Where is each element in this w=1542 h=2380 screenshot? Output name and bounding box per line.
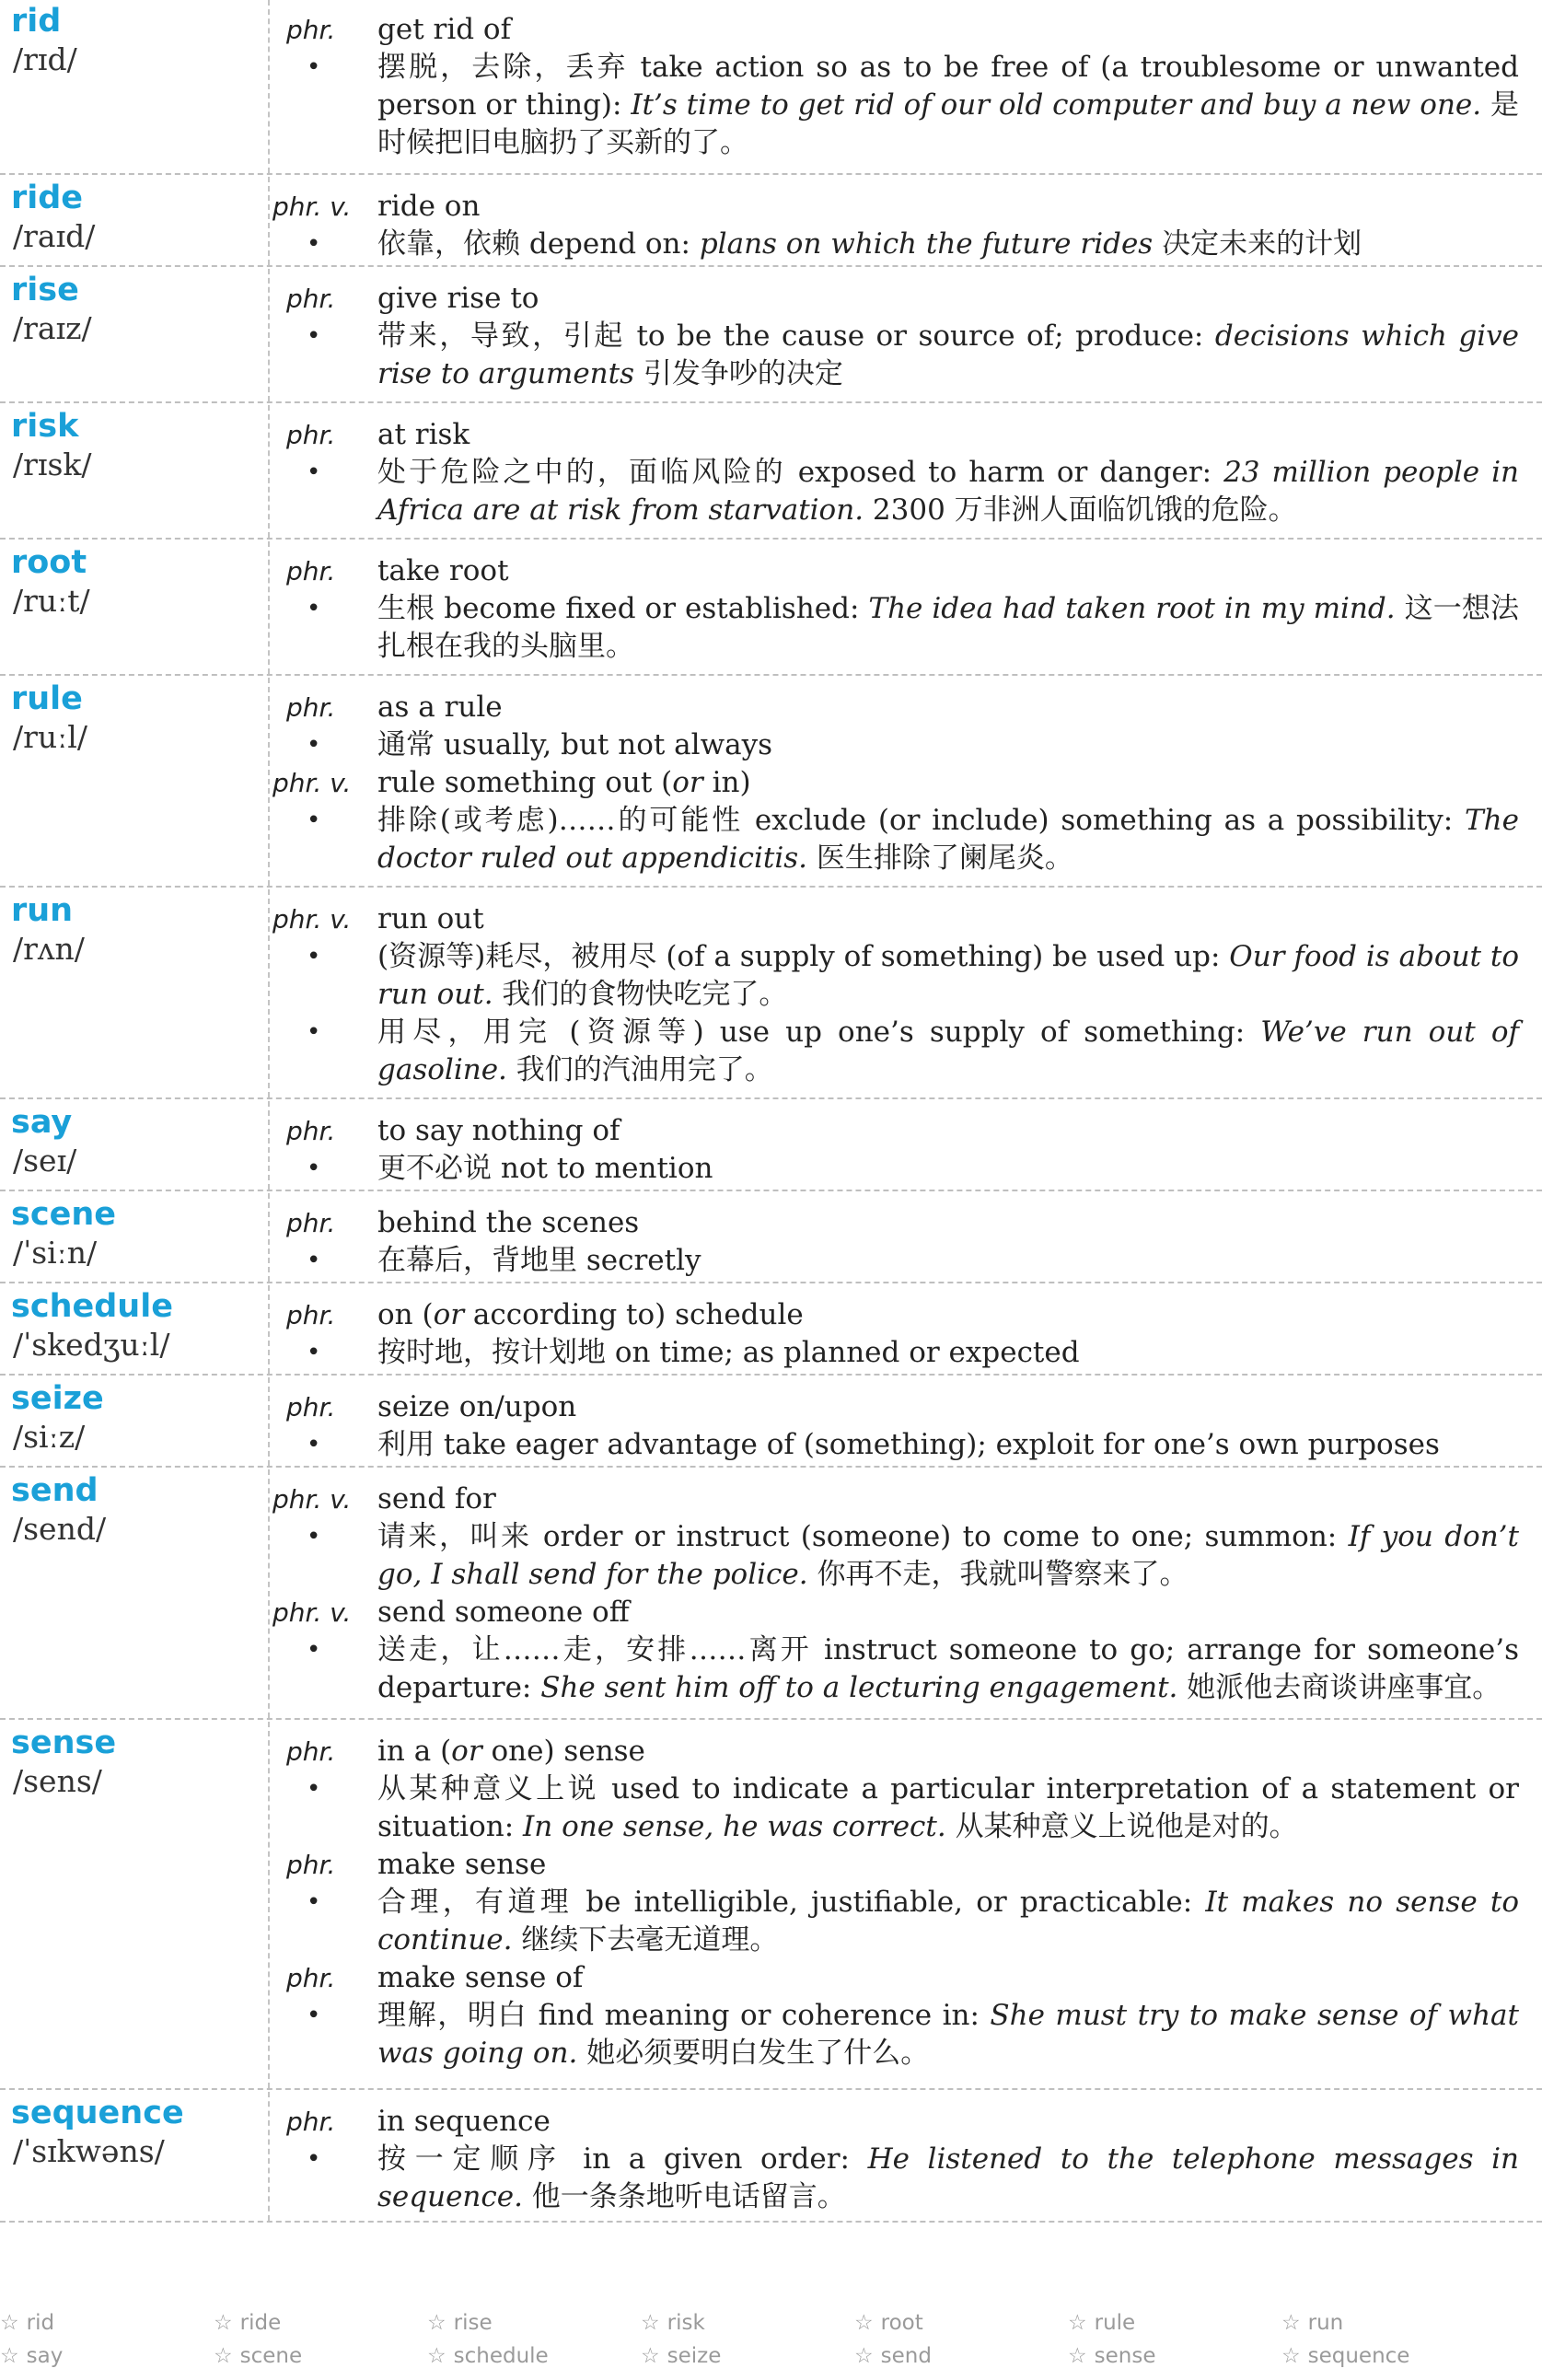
part-of-speech: phr. v. [272,1484,352,1515]
definition-body [270,1722,1542,2082]
pronunciation: /ˈsɪkwəns/ [13,2133,165,2169]
definition-body [270,0,1542,171]
footer-link-scene[interactable] [214,2344,302,2368]
phrase-line [270,689,1519,726]
part-of-speech: phr. [286,2107,336,2137]
part-of-speech: phr. [286,1116,336,1146]
pronunciation: /siːz/ [13,1419,86,1455]
bullet-icon: • [307,1155,321,1182]
footer-link-rid[interactable] [0,2311,54,2335]
headword-column [0,1101,270,1190]
part-of-speech: phr. [286,556,336,586]
sense-line [270,802,1519,877]
definition-text: 理解，明白 find meaning or coherence in: She must try to make sense of what was going on. 她必须要明白发生了什么。 [377,1999,1519,2070]
footer-link-label: rule [1094,2311,1136,2335]
footer-link-label: rise [453,2311,493,2335]
phrase-text: make sense [377,1848,547,1881]
star-icon: ☆ [1068,2311,1087,2335]
definition-body [270,889,1542,1098]
headword: ride [11,180,84,216]
part-of-speech: phr. [286,1208,336,1238]
headword: run [11,892,74,929]
phrase-text: ride on [377,190,481,223]
bullet-icon: • [307,1247,321,1274]
footer-link-label: scene [239,2344,303,2368]
pronunciation: /rɪsk/ [13,447,92,482]
headword-column [0,177,270,265]
pronunciation: /sens/ [13,1763,102,1799]
sense-line [270,1518,1519,1594]
pronunciation: /ruːt/ [13,583,90,619]
entry-say [0,1101,1542,1191]
phrase-line [270,1733,1519,1770]
part-of-speech: phr. [286,1392,336,1422]
entry-ride [0,177,1542,267]
footer-link-label: sense [1094,2344,1156,2368]
sense-line [270,1884,1519,1959]
phrase-text: rule something out (or in) [377,766,751,799]
part-of-speech: phr. [286,692,336,723]
star-icon: ☆ [427,2311,446,2335]
footer-link-label: sequence [1307,2344,1410,2368]
definition-text: 通常 usually, but not always [377,728,773,761]
headword: sense [11,1724,117,1761]
headword-column [0,0,270,173]
definition-body [270,1101,1542,1197]
definition-text: 生根 become fixed or established: The idea had taken root in my mind. 这一想法扎根在我的头脑里。 [377,592,1519,663]
definition-body [270,177,1542,273]
definition-text: 处于危险之中的，面临风险的 exposed to harm or danger: 23 million people in Africa are at risk from starvation. 2300 万非洲人面临饥饿的危险。 [377,456,1520,527]
entry-sequence [0,2092,1542,2223]
phrase-line [270,1112,1519,1150]
definition-text: 利用 take eager advantage of (something); exploit for one’s own purposes [377,1428,1440,1461]
headword-column [0,405,270,538]
footer-link-sequence[interactable] [1281,2344,1409,2368]
entry-seize [0,1377,1542,1468]
phrase-text: on (or according to) schedule [377,1298,804,1331]
pronunciation: /ˈskedʒuːl/ [13,1327,170,1363]
headword-column [0,2092,270,2221]
star-icon: ☆ [854,2344,874,2368]
sense-line [270,938,1519,1014]
footer-link-label: ride [239,2311,282,2335]
headword: say [11,1104,73,1141]
phrase-text: give rise to [377,282,539,315]
definition-text: 请来，叫来 order or instruct (someone) to come to one; summon: If you don’t go, I shall send for the police. 你再不走，我就叫警察来了。 [377,1520,1519,1591]
bullet-icon: • [307,1636,321,1664]
phrase-line [270,11,1519,49]
bullet-icon: • [307,1775,321,1803]
definition-body [270,405,1542,539]
phrase-text: send for [377,1482,496,1515]
star-icon: ☆ [0,2311,19,2335]
headword-column [0,1193,270,1282]
phrase-line [270,1388,1519,1426]
star-icon: ☆ [214,2344,233,2368]
phrase-line [270,1959,1519,1997]
part-of-speech: phr. [286,1963,336,1993]
headword-column [0,1285,270,1374]
definition-text: 送走，让……走，安排……离开 instruct someone to go; arrange for someone’s departure: She sent him off to a lecturing engagement. 她派他去商谈讲座事宜。 [377,1633,1519,1704]
sense-line [270,226,1519,263]
star-icon: ☆ [1281,2344,1301,2368]
pronunciation: /ruːl/ [13,719,87,755]
footer-word-index [0,2311,1542,2380]
sense-line [270,2141,1519,2216]
phrase-text: send someone off [377,1596,630,1629]
phrase-line [270,1846,1519,1884]
footer-link-ride[interactable] [214,2311,281,2335]
entry-rid [0,0,1542,175]
definition-body [270,678,1542,887]
headword: risk [11,408,79,445]
entry-schedule [0,1285,1542,1376]
bullet-icon: • [307,807,321,834]
definition-text: 按一定顺序 in a given order: He listened to the telephone messages in sequence. 他一条条地听电话留言。 [377,2142,1519,2213]
phrase-line [270,1204,1519,1242]
bullet-icon: • [307,230,321,258]
phrase-line [270,416,1519,454]
sense-line [270,1997,1519,2072]
part-of-speech: phr. [286,420,336,450]
star-icon: ☆ [641,2311,660,2335]
star-icon: ☆ [0,2344,19,2368]
headword-column [0,1377,270,1466]
entry-rule [0,678,1542,888]
bullet-icon: • [307,322,321,350]
entry-run [0,889,1542,1099]
bullet-icon: • [307,595,321,622]
definition-text: 更不必说 not to mention [377,1152,713,1185]
headword: send [11,1472,99,1509]
bullet-icon: • [307,53,321,81]
footer-link-label: say [26,2344,64,2368]
headword-column [0,678,270,886]
definition-text: 带来，导致，引起 to be the cause or source of; produce: decisions which give rise to arguments 引发争吵的决定 [377,319,1519,390]
headword: rid [11,3,62,40]
definition-text: 按时地，按计划地 on time; as planned or expected [377,1336,1080,1369]
phrase-text: behind the scenes [377,1206,640,1239]
phrase-text: in a (or one) sense [377,1735,645,1768]
definition-text: 依靠，依赖 depend on: plans on which the future rides 决定未来的计划 [377,227,1362,261]
phrase-line [270,280,1519,318]
part-of-speech: phr. [286,1736,336,1767]
entry-sense [0,1722,1542,2090]
pronunciation: /send/ [13,1511,107,1547]
definition-body [270,2092,1542,2225]
definition-text: 合理，有道理 be intelligible, justifiable, or practicable: It makes no sense to continue. 继续下去毫无道理。 [377,1886,1520,1956]
phrase-line [270,552,1519,590]
headword: sequence [11,2095,184,2131]
bullet-icon: • [307,1523,321,1550]
sense-line [270,1242,1519,1280]
entry-rise [0,269,1542,403]
headword: seize [11,1380,104,1417]
footer-link-run[interactable] [1281,2311,1343,2335]
part-of-speech: phr. [286,1850,336,1880]
headword: rule [11,680,83,717]
definition-text: (资源等)耗尽，被用尽 (of a supply of something) be used up: Our food is about to run out. 我们的食物快吃完了。 [377,940,1519,1011]
bullet-icon: • [307,1339,321,1366]
headword-column [0,269,270,401]
definition-text: 摆脱，去除，丢弃 take action so as to be free of (a troublesome or unwanted person or thing): It’s time to get rid of our old computer and buy a new one. 是时候把旧电脑扔了买新的了。 [377,51,1519,159]
definition-body [270,1469,1542,1716]
phrase-line [270,1480,1519,1518]
pronunciation: /seɪ/ [13,1143,77,1178]
bullet-icon: • [307,943,321,970]
star-icon: ☆ [427,2344,446,2368]
footer-link-label: risk [667,2311,705,2335]
phrase-text: to say nothing of [377,1114,620,1147]
star-icon: ☆ [641,2344,660,2368]
definition-text: 用尽，用完 (资源等) use up one’s supply of something: We’ve run out of gasoline. 我们的汽油用完了。 [377,1016,1519,1086]
definition-body [270,269,1542,402]
sense-line [270,318,1519,393]
footer-link-label: rid [26,2311,55,2335]
headword-column [0,541,270,674]
phrase-line [270,1594,1519,1631]
bullet-icon: • [307,1888,321,1916]
headword: root [11,544,87,581]
headword: rise [11,272,79,308]
phrase-line [270,1296,1519,1334]
definition-body [270,541,1542,675]
sense-line [270,1770,1519,1846]
headword-column [0,1469,270,1718]
bullet-icon: • [307,731,321,759]
footer-link-sense[interactable] [1068,2344,1155,2368]
sense-line [270,1150,1519,1188]
sense-line [270,1334,1519,1372]
phrase-text: get rid of [377,13,512,46]
pronunciation: /ˈsiːn/ [13,1235,98,1271]
phrase-text: take root [377,554,509,587]
footer-link-label: root [880,2311,923,2335]
footer-link-label: run [1307,2311,1344,2335]
phrase-text: in sequence [377,2105,551,2138]
entry-scene [0,1193,1542,1283]
phrase-line [270,900,1519,938]
part-of-speech: phr. [286,284,336,314]
definition-body [270,1285,1542,1381]
part-of-speech: phr. v. [272,768,352,798]
footer-link-label: seize [667,2344,722,2368]
footer-link-rule[interactable] [1068,2311,1135,2335]
part-of-speech: phr. v. [272,1597,352,1628]
headword: schedule [11,1288,173,1325]
sense-line [270,1426,1519,1464]
part-of-speech: phr. [286,1300,336,1330]
sense-line [270,590,1519,666]
bullet-icon: • [307,1431,321,1458]
bullet-icon: • [307,2145,321,2173]
sense-line [270,726,1519,764]
pronunciation: /rʌn/ [13,931,85,967]
entry-root [0,541,1542,676]
footer-link-rise[interactable] [427,2311,493,2335]
phrase-line [270,188,1519,226]
definition-text: 在幕后，背地里 secretly [377,1244,701,1277]
pronunciation: /raɪd/ [13,218,96,254]
phrase-text: at risk [377,418,470,451]
footer-link-seize[interactable] [641,2344,721,2368]
phrase-text: as a rule [377,691,503,724]
sense-line [270,1631,1519,1707]
pronunciation: /rɪd/ [13,41,77,77]
part-of-speech: phr. v. [272,192,352,222]
pronunciation: /raɪz/ [13,310,92,346]
footer-link-root[interactable] [854,2311,923,2335]
footer-link-label: schedule [453,2344,549,2368]
headword: scene [11,1196,116,1233]
bullet-icon: • [307,459,321,486]
footer-link-risk[interactable] [641,2311,705,2335]
definition-body [270,1193,1542,1289]
sense-line [270,1014,1519,1089]
star-icon: ☆ [854,2311,874,2335]
phrase-text: make sense of [377,1961,584,1994]
phrase-line [270,764,1519,802]
entry-send [0,1469,1542,1720]
footer-link-label: send [880,2344,932,2368]
phrase-text: run out [377,902,484,935]
footer-link-say[interactable] [0,2344,63,2368]
bullet-icon: • [307,2002,321,2029]
headword-column [0,889,270,1097]
headword-column [0,1722,270,2088]
entry-risk [0,405,1542,540]
bullet-icon: • [307,1018,321,1046]
star-icon: ☆ [1281,2311,1301,2335]
sense-line [270,454,1519,529]
part-of-speech: phr. [286,15,336,45]
phrase-line [270,2103,1519,2141]
definition-text: 从某种意义上说 used to indicate a particular interpretation of a statement or situation: In one sense, he was correct. 从某种意义上说他是对的。 [377,1772,1519,1843]
sense-line [270,49,1519,162]
footer-link-send[interactable] [854,2344,932,2368]
star-icon: ☆ [1068,2344,1087,2368]
definition-text: 排除(或考虑)……的可能性 exclude (or include) something as a possibility: The doctor ruled out appendicitis. 医生排除了阑尾炎。 [377,804,1519,875]
footer-link-schedule[interactable] [427,2344,549,2368]
phrase-text: seize on/upon [377,1390,577,1423]
part-of-speech: phr. v. [272,904,352,935]
definition-body [270,1377,1542,1473]
star-icon: ☆ [214,2311,233,2335]
